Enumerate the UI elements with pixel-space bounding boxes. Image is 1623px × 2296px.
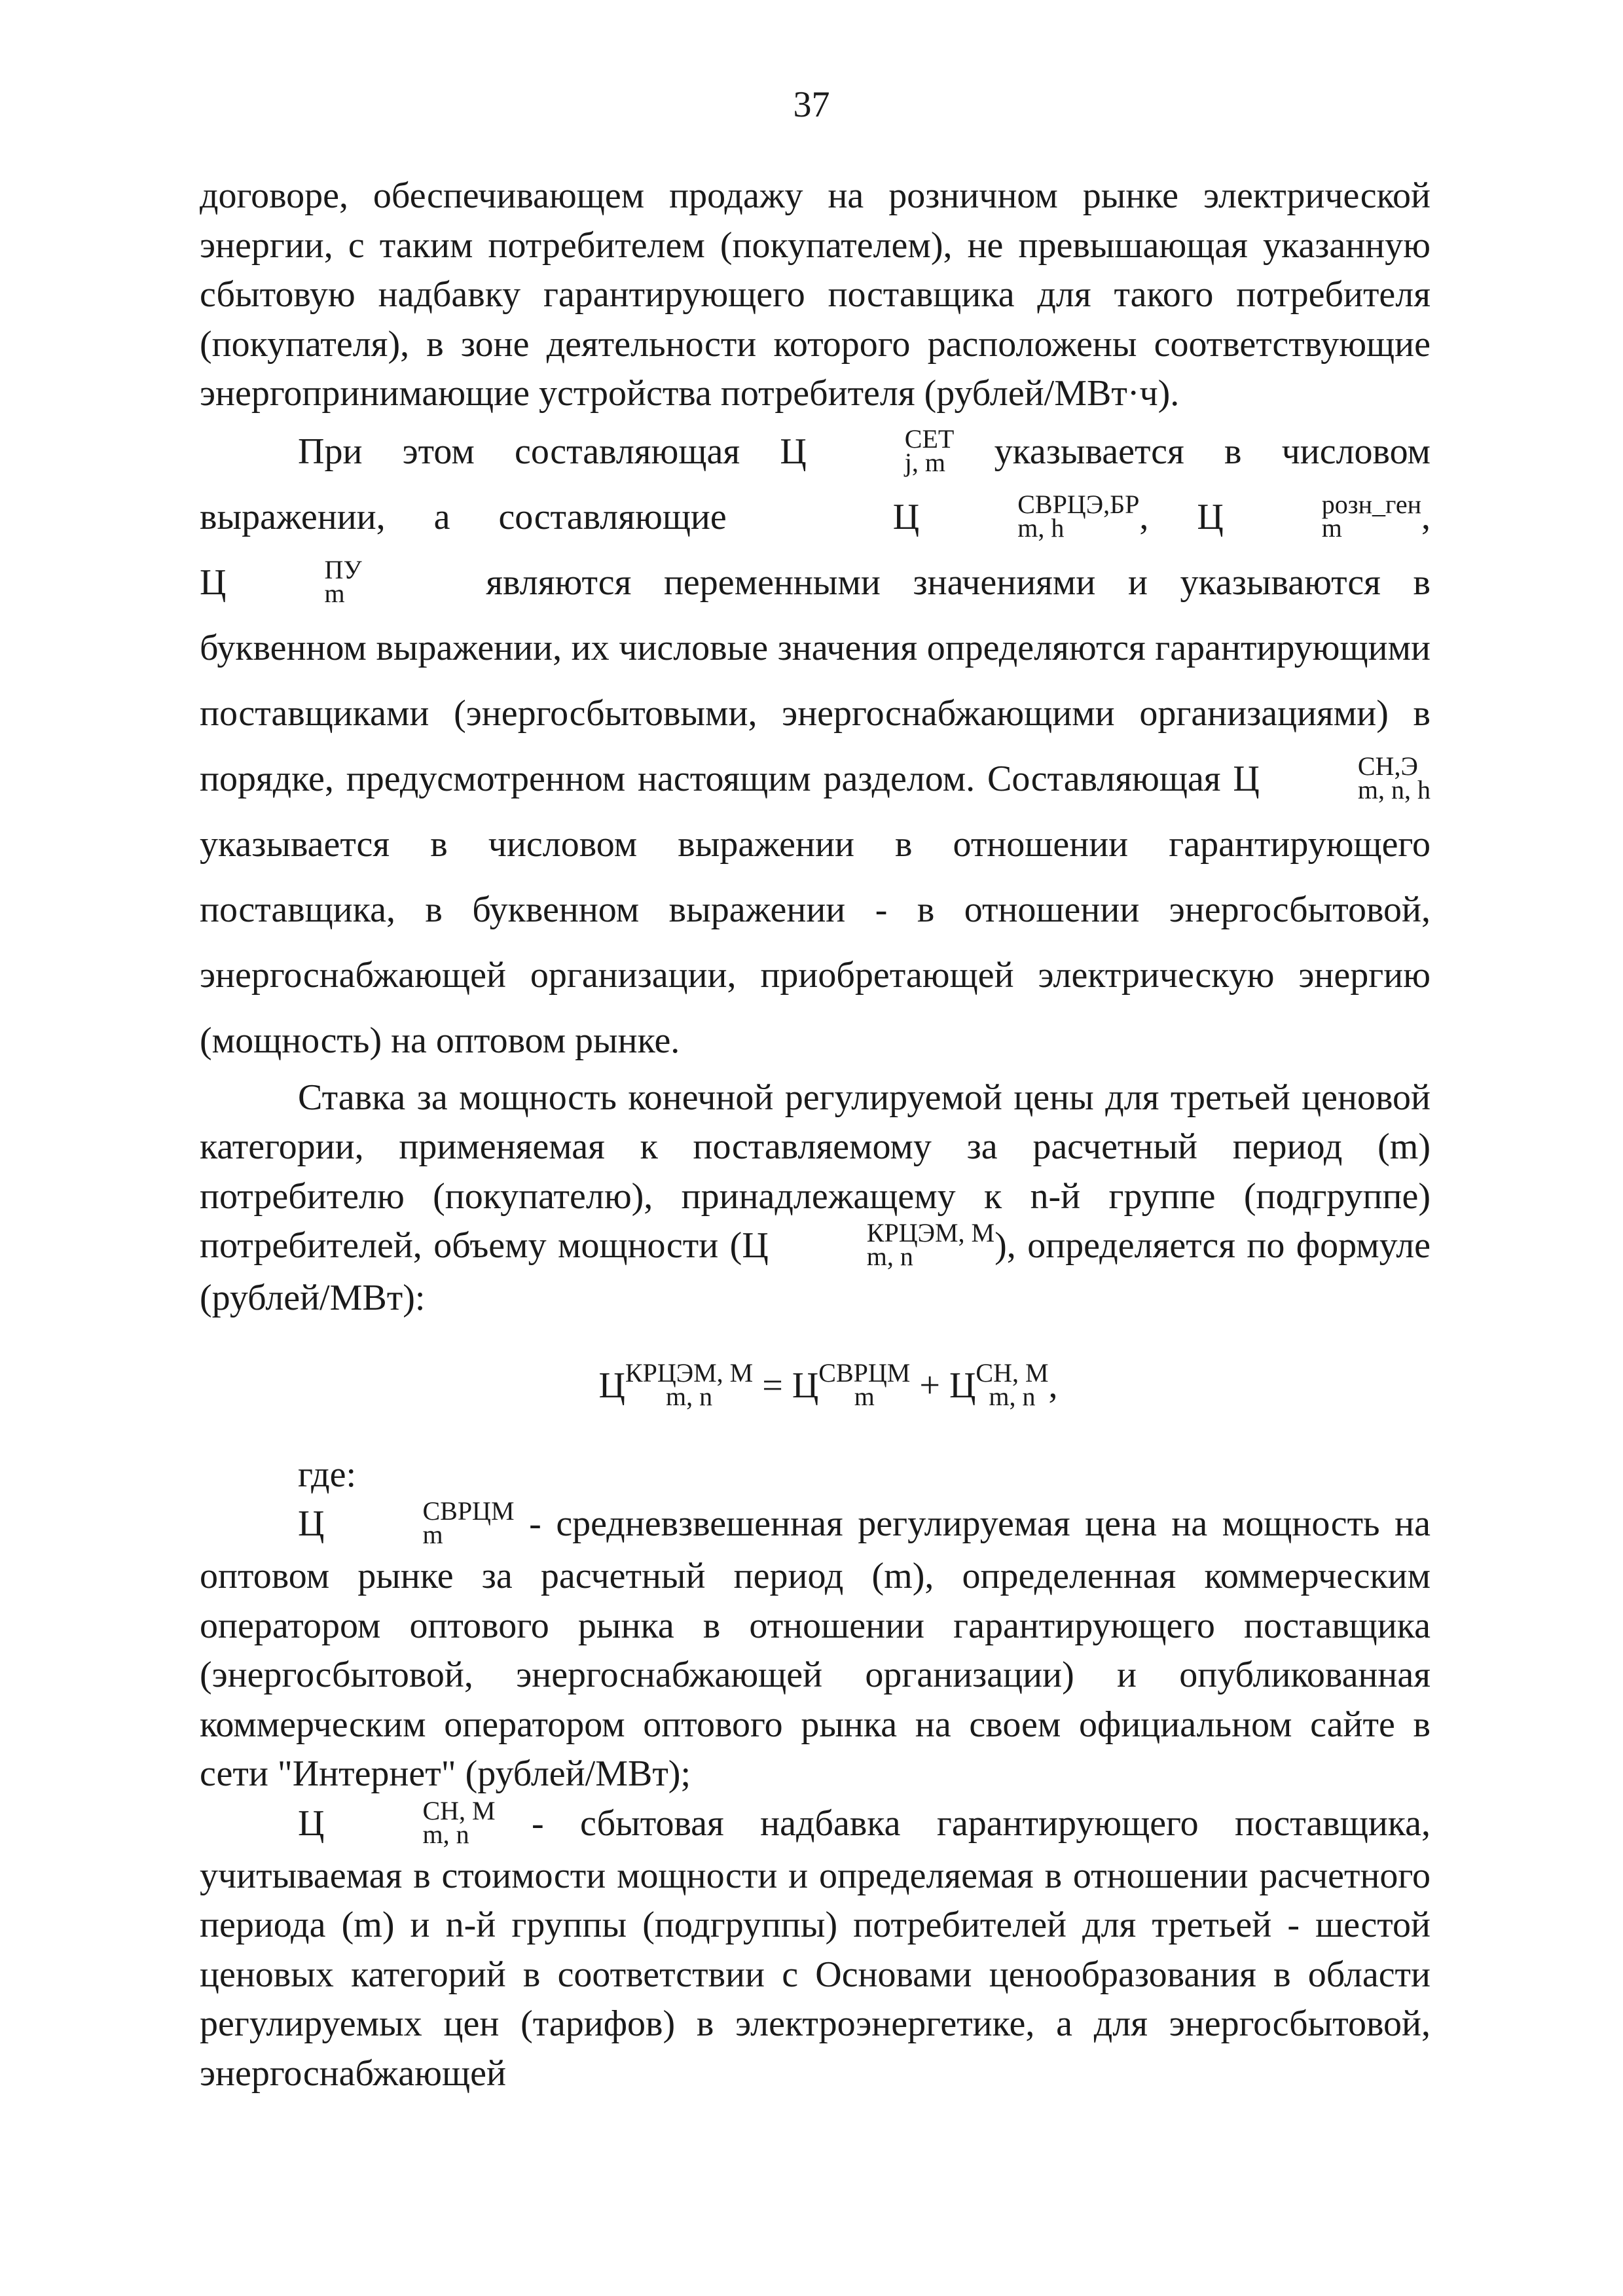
symbol-c-pu: Ц ПУ m (200, 554, 362, 608)
formula-lhs: Ц КРЦЭМ, М m, n (598, 1357, 754, 1411)
symbol-c-sn-e: Ц СН,Э m, n, h (1233, 751, 1431, 804)
symbol-c-svrcm: Ц СВРЦМ m (298, 1496, 515, 1550)
definition-svrcm: Ц СВРЦМ m - средневзвешенная регулируемая цена на мощность на оптовом рынке за расчетный период (m), определенная коммерческим оператором оптового рынка в отношении гарантирующего поставщика (энергосбытовой, энергоснабжающей организации) и опубликованная коммерческим оператором оптового рынка на своем официальном сайте в сети "Интернет" (рублей/МВт); (200, 1496, 1431, 1795)
definition-sn-m: Ц СН, М m, n - сбытовая надбавка гарантирующего поставщика, учитываемая в стоимости мощности и определяемая в отношении расчетного периода (m) и n-й группы (подгруппы) потребителей для третьей - шестой ценовых категорий в соответствии с Основами ценообразования в области регулируемых цен (тарифов) в электроэнергетике, а для энергосбытовой, энергоснабжающей (200, 1795, 1431, 2094)
symbol-c-set: Ц СЕТ j, m (780, 423, 955, 477)
symbol-c-krcem-m: Ц КРЦЭМ, М m, n (742, 1218, 995, 1272)
paragraph-continuation: договоре, обеспечивающем продажу на розничном рынке электрической энергии, с таким потребителем (покупателем), не превышающая указанную сбытовую надбавку гарантирующего поставщика для такого потребителя (покупателя), в зоне деятельности которого расположены соответствующие энергопринимающие устройства потребителя (рублей/МВт·ч). (200, 175, 1431, 414)
document-body (200, 171, 1431, 2098)
formula-term-svrcm: Ц СВРЦМ m (792, 1357, 911, 1411)
formula-term-sn-m: Ц СН, М m, n (949, 1357, 1049, 1411)
formula-capacity-rate: Ц КРЦЭМ, М m, n = Ц СВРЦМ m + Ц СН, М m, n , (598, 1357, 1058, 1411)
paragraph-components: При этом составляющая Ц СЕТ j, m указывается в числовом выражении, а составляющие Ц СВРЦЭ,БР m, h , Ц розн_ген m , Ц ПУ m являются переменными значениями и указываются в буквенном выражении, их числовые значения определяются гарантирующими поставщиками (энергосбытовыми, энергоснабжающими организациями) в порядке, предусмотренном настоящим разделом. Составляющая Ц СН,Э m, n, h указывается в числовом выражении в отношении гарантирующего поставщика, в буквенном выражении - в отношении энергосбытовой, энергоснабжающей организации, приобретающей электрическую энергию (мощность) на оптовом рынке. (200, 423, 1431, 1061)
where-label: где: (298, 1454, 357, 1495)
symbol-c-svrce-br: Ц СВРЦЭ,БР m, h (892, 489, 1140, 543)
symbol-c-rozn-gen: Ц розн_ген m (1197, 489, 1422, 543)
page-number: 37 (793, 84, 830, 125)
symbol-c-sn-m: Ц СН, М m, n (298, 1795, 496, 1849)
paragraph-capacity-rate: Ставка за мощность конечной регулируемой цены для третьей ценовой категории, применяемая к поставляемому за расчетный период (m) потребителю (покупателю), принадлежащему к n-й группе (подгруппе) потребителей, объему мощности (Ц КРЦЭМ, М m, n ), определяется по формуле (рублей/МВт): (200, 1077, 1431, 1319)
